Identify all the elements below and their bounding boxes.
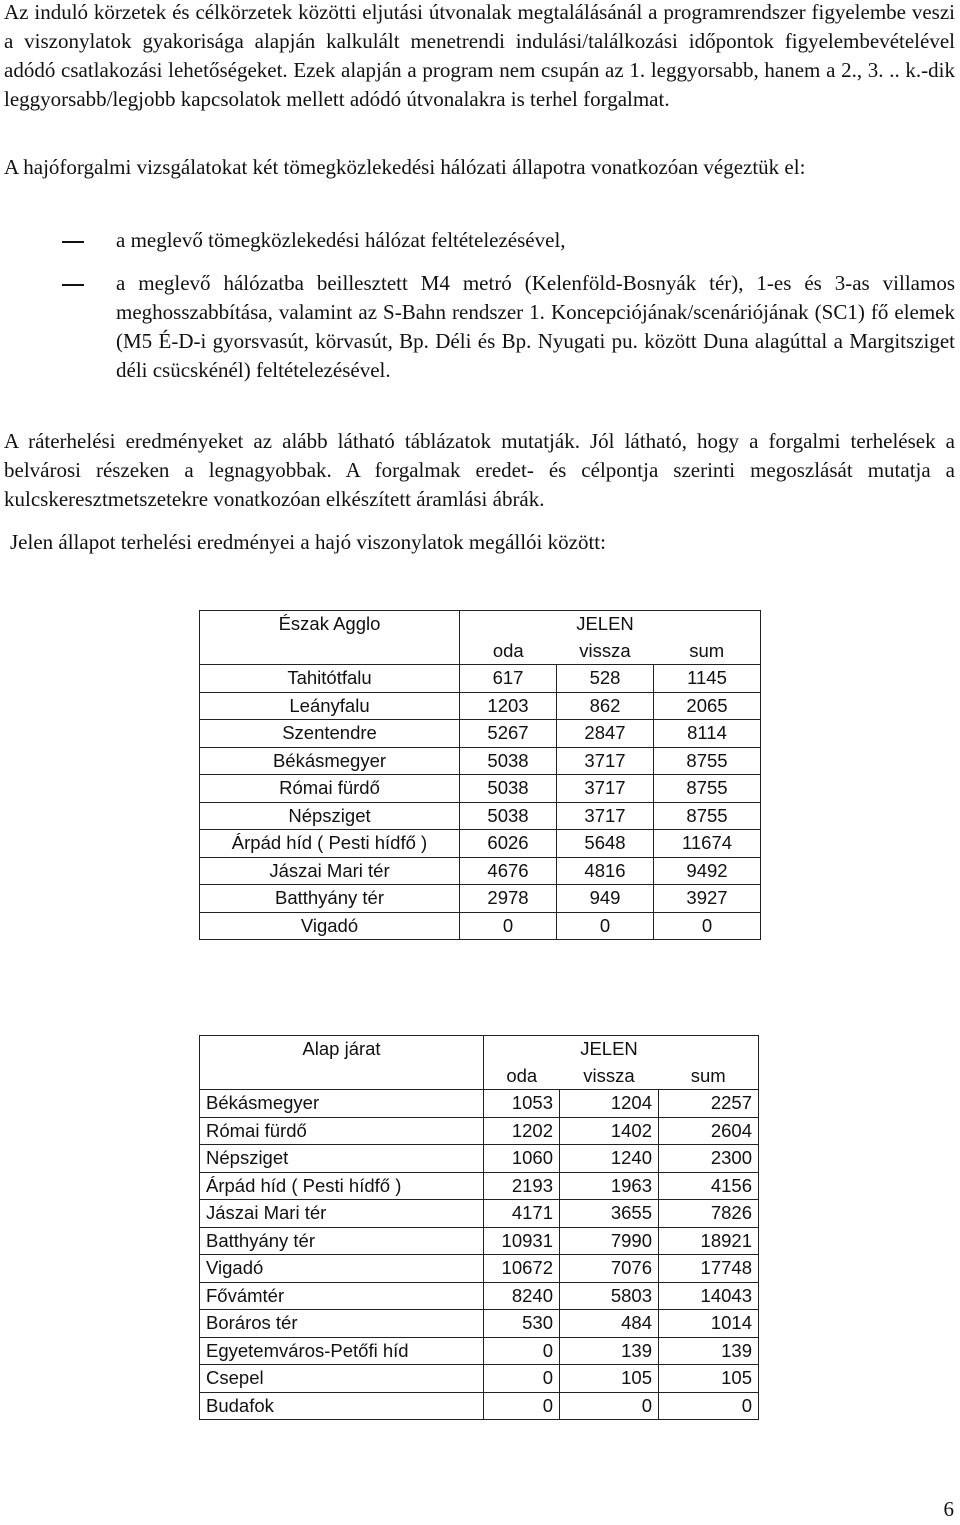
table-row: [200, 692, 761, 720]
station-name-cell: Római fürdő: [200, 775, 460, 803]
station-name-cell: Árpád híd ( Pesti hídfő ): [200, 830, 460, 858]
table-row: [200, 1227, 759, 1255]
oda-cell: 1053: [484, 1090, 560, 1118]
sum-cell: 1145: [654, 665, 761, 693]
column-group-header: JELEN: [560, 1036, 659, 1063]
station-name-cell: Tahitótfalu: [200, 665, 460, 693]
sum-cell: 17748: [659, 1255, 759, 1283]
station-name-cell: Batthyány tér: [200, 1227, 484, 1255]
vissza-cell: 3717: [557, 775, 654, 803]
oda-cell: 1203: [460, 692, 557, 720]
station-name-cell: Jászai Mari tér: [200, 1200, 484, 1228]
vissza-cell: 949: [557, 885, 654, 913]
station-name-cell: Szentendre: [200, 720, 460, 748]
vissza-cell: 0: [557, 912, 654, 940]
station-name-cell: Fővámtér: [200, 1282, 484, 1310]
table-row: [200, 775, 761, 803]
table-row: [200, 1310, 759, 1338]
station-name-cell: Római fürdő: [200, 1117, 484, 1145]
vissza-cell: 7990: [560, 1227, 659, 1255]
sum-cell: 18921: [659, 1227, 759, 1255]
vissza-cell: 1402: [560, 1117, 659, 1145]
column-header: vissza: [583, 1064, 635, 1086]
table-row: [200, 1090, 759, 1118]
column-header: oda: [460, 638, 557, 665]
table-row: [200, 1337, 759, 1365]
oda-cell: 10672: [484, 1255, 560, 1283]
table-title: Alap járat: [200, 1036, 484, 1063]
station-name-cell: Boráros tér: [200, 1310, 484, 1338]
vissza-cell: 1963: [560, 1172, 659, 1200]
vissza-cell: 3655: [560, 1200, 659, 1228]
sum-cell: 139: [659, 1337, 759, 1365]
intro-paragraph: Az induló körzetek és célkörzetek közötti eljutási útvonalak megtalálásánál a programrendszer figyelembe veszi a viszonylatok gyakorisága alapján kalkulált menetrendi indulási/találkozási időpontok figyelembevételével adódó csatlakozási lehetőségeket. Ezek alapján a program nem csupán az 1. leggyorsabb, hanem a 2., 3. .. k.-dik leggyorsabb/legjobb kapcsolatok mellett adódó útvonalakra is terhel forgalmat.: [4, 0, 955, 111]
station-name-cell: Vigadó: [200, 912, 460, 940]
bullet-item: a meglevő hálózatba beillesztett M4 metró (Kelenföld-Bosnyák tér), 1-es és 3-as villamos meghosszabbítása, valamint az S-Bahn rendszer 1. Koncepciójának/scenáriójának (SC1) fő elemek (M5 É-D-i gyorsvasút, körvasút, Bp. Déli és Bp. Nyugati pu. között Duna alagúttal a Margitsziget déli csücskénél) feltételezésével.: [116, 271, 955, 382]
vissza-cell: 3717: [557, 802, 654, 830]
oda-cell: 2193: [484, 1172, 560, 1200]
bullet-dash: [62, 241, 84, 243]
vissza-cell: 1240: [560, 1145, 659, 1173]
sum-cell: 2300: [659, 1145, 759, 1173]
station-name-cell: Népsziget: [200, 1145, 484, 1173]
sum-cell: 8114: [654, 720, 761, 748]
column-header: oda: [484, 1063, 560, 1090]
sum-cell: 9492: [654, 857, 761, 885]
vissza-cell: 105: [560, 1365, 659, 1393]
table-row: [200, 1172, 759, 1200]
vissza-cell: 484: [560, 1310, 659, 1338]
oda-cell: 4171: [484, 1200, 560, 1228]
station-name-cell: Békásmegyer: [200, 747, 460, 775]
column-header: sum: [654, 638, 761, 665]
vissza-cell: 5803: [560, 1282, 659, 1310]
sum-cell: 0: [659, 1392, 759, 1420]
sum-cell: 8755: [654, 747, 761, 775]
study-paragraph: A hajóforgalmi vizsgálatokat két tömegközlekedési hálózati állapotra vonatkozóan végeztük el:: [4, 155, 806, 179]
sum-cell: 2604: [659, 1117, 759, 1145]
oda-cell: 0: [484, 1365, 560, 1393]
oda-cell: 0: [460, 912, 557, 940]
oda-cell: 5267: [460, 720, 557, 748]
oda-cell: 6026: [460, 830, 557, 858]
sum-cell: 4156: [659, 1172, 759, 1200]
table-row: [200, 720, 761, 748]
station-name-cell: Árpád híd ( Pesti hídfő ): [200, 1172, 484, 1200]
table-row: [200, 1365, 759, 1393]
table-row: [200, 830, 761, 858]
column-header: vissza: [579, 639, 631, 661]
vissza-cell: 1204: [560, 1090, 659, 1118]
table-base-service: [199, 1035, 759, 1420]
sum-cell: 3927: [654, 885, 761, 913]
table-row: [200, 912, 761, 940]
table-row: [200, 802, 761, 830]
sum-cell: 8755: [654, 802, 761, 830]
page-number: 6: [943, 1497, 954, 1521]
table-row: [200, 1200, 759, 1228]
sum-cell: 11674: [654, 830, 761, 858]
table-row: [200, 1117, 759, 1145]
station-name-cell: Vigadó: [200, 1255, 484, 1283]
sum-cell: 2065: [654, 692, 761, 720]
station-name-cell: Budafok: [200, 1392, 484, 1420]
oda-cell: 10931: [484, 1227, 560, 1255]
station-name-cell: Jászai Mari tér: [200, 857, 460, 885]
oda-cell: 0: [484, 1337, 560, 1365]
station-name-cell: Csepel: [200, 1365, 484, 1393]
bullet-dash: [62, 284, 84, 286]
table-row: [200, 665, 761, 693]
column-group-header: JELEN: [557, 611, 654, 638]
sum-cell: 2257: [659, 1090, 759, 1118]
oda-cell: 8240: [484, 1282, 560, 1310]
table-row: [200, 885, 761, 913]
vissza-cell: 139: [560, 1337, 659, 1365]
sum-cell: 8755: [654, 775, 761, 803]
vissza-cell: 862: [557, 692, 654, 720]
oda-cell: 5038: [460, 747, 557, 775]
vissza-cell: 528: [557, 665, 654, 693]
vissza-cell: 5648: [557, 830, 654, 858]
oda-cell: 530: [484, 1310, 560, 1338]
station-name-cell: Batthyány tér: [200, 885, 460, 913]
section-heading: Jelen állapot terhelési eredményei a hajó viszonylatok megállói között:: [10, 530, 606, 554]
vissza-cell: 2847: [557, 720, 654, 748]
oda-cell: 0: [484, 1392, 560, 1420]
sum-cell: 7826: [659, 1200, 759, 1228]
table-row: [200, 1255, 759, 1283]
column-header: sum: [659, 1063, 759, 1090]
table-row: [200, 1145, 759, 1173]
station-name-cell: Leányfalu: [200, 692, 460, 720]
vissza-cell: 7076: [560, 1255, 659, 1283]
oda-cell: 5038: [460, 802, 557, 830]
station-name-cell: Egyetemváros-Petőfi híd: [200, 1337, 484, 1365]
oda-cell: 1202: [484, 1117, 560, 1145]
sum-cell: 1014: [659, 1310, 759, 1338]
oda-cell: 5038: [460, 775, 557, 803]
results-paragraph: A ráterhelési eredményeket az alább látható táblázatok mutatják. Jól látható, hogy a forgalmi terhelések a belvárosi részeken a legnagyobbak. A forgalmak eredet- és célpontja szerinti megoszlását mutatja a kulcskeresztmetszetekre vonatkozóan elkészített áramlási ábrák.: [4, 429, 955, 511]
oda-cell: 2978: [460, 885, 557, 913]
sum-cell: 0: [654, 912, 761, 940]
vissza-cell: 3717: [557, 747, 654, 775]
vissza-cell: 4816: [557, 857, 654, 885]
table-row: [200, 857, 761, 885]
table-title: Észak Agglo: [200, 611, 460, 638]
station-name-cell: Békásmegyer: [200, 1090, 484, 1118]
station-name-cell: Népsziget: [200, 802, 460, 830]
table-row: [200, 1282, 759, 1310]
oda-cell: 617: [460, 665, 557, 693]
table-row: [200, 747, 761, 775]
oda-cell: 1060: [484, 1145, 560, 1173]
bullet-item: a meglevő tömegközlekedési hálózat feltételezésével,: [116, 228, 566, 252]
sum-cell: 14043: [659, 1282, 759, 1310]
sum-cell: 105: [659, 1365, 759, 1393]
vissza-cell: 0: [560, 1392, 659, 1420]
table-north-agglo: [199, 610, 761, 940]
table-row: [200, 1392, 759, 1420]
oda-cell: 4676: [460, 857, 557, 885]
